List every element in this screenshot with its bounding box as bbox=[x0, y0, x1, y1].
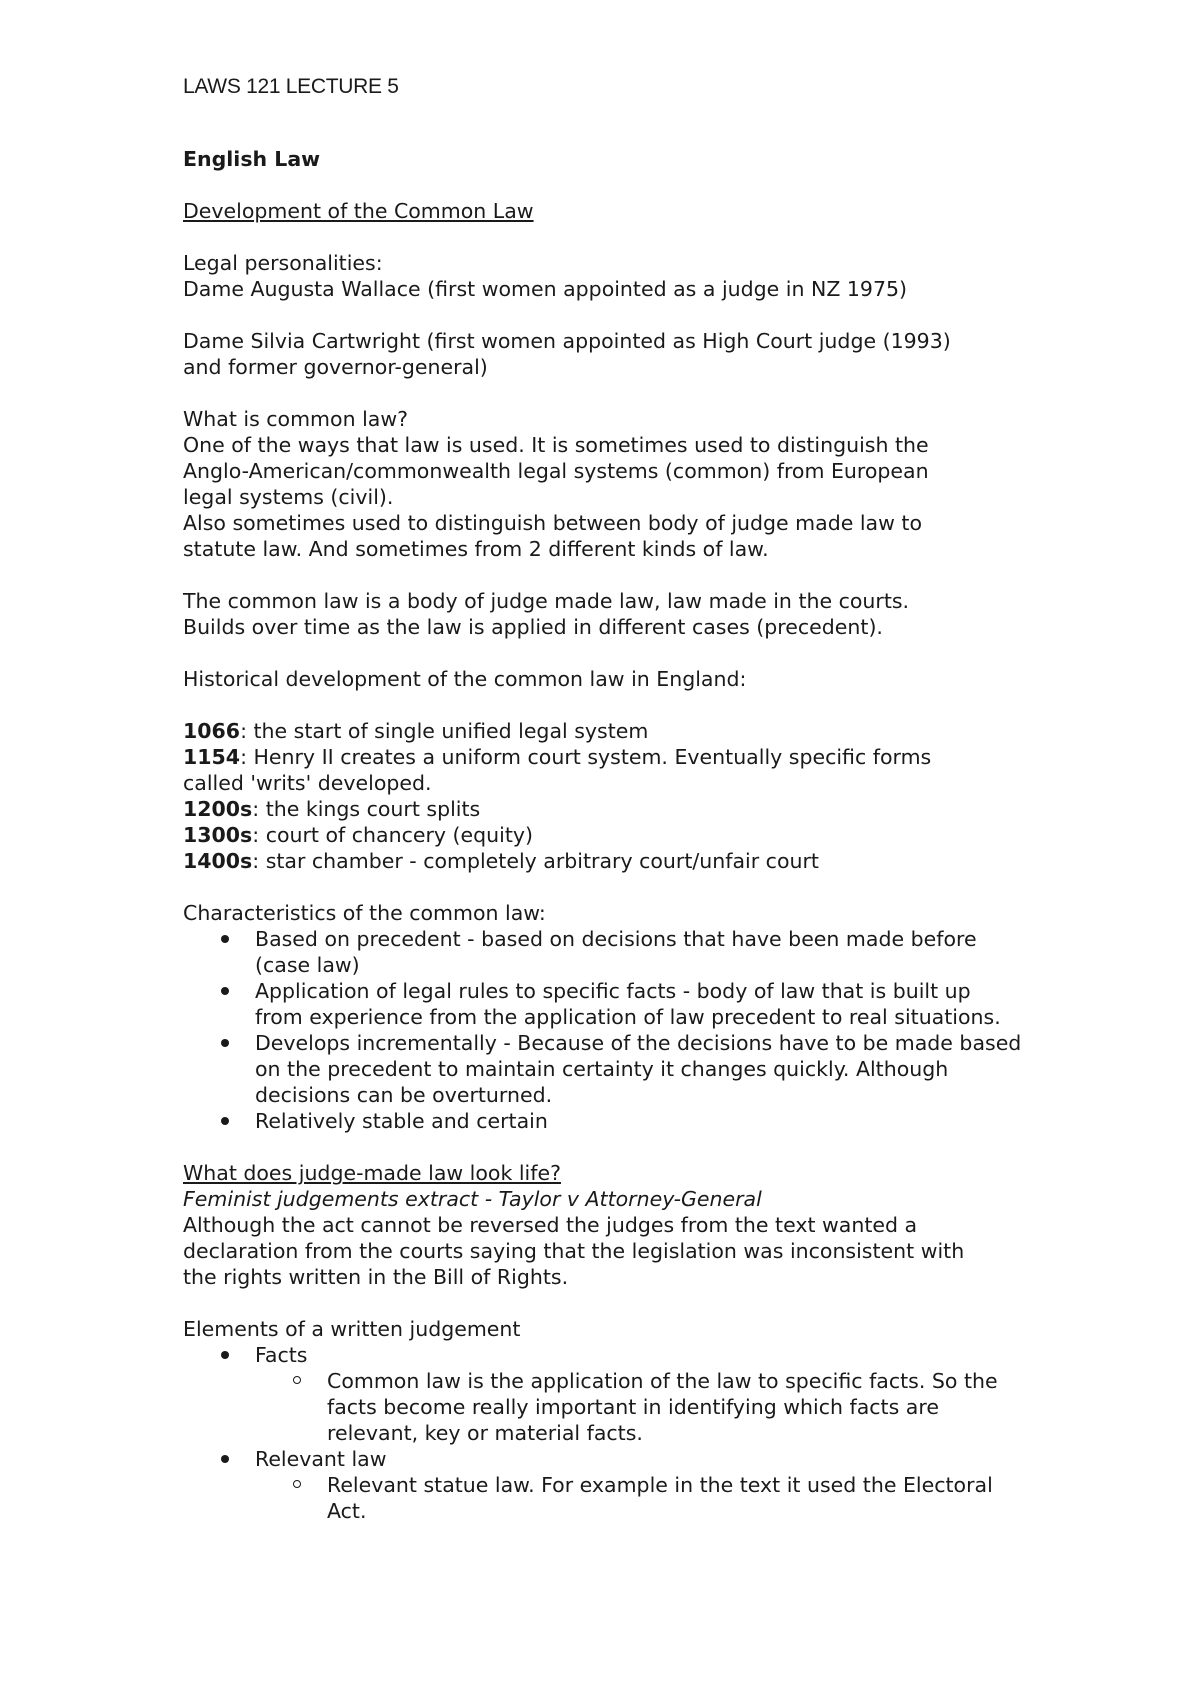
list-item bbox=[183, 1342, 1023, 1446]
judge-made-question: What does judge-made law look life? bbox=[183, 1161, 561, 1185]
timeline-text: : court of chancery (equity) bbox=[252, 823, 534, 847]
timeline-year: 1066 bbox=[183, 719, 241, 743]
paragraph: The common law is a body of judge made law, law made in the courts. bbox=[183, 589, 910, 613]
timeline-year: 1400s bbox=[183, 849, 253, 873]
paragraph: One of the ways that law is used. It is sometimes used to distinguish the Anglo-American/commonwealth legal systems (common) from European legal systems (civil). bbox=[183, 433, 929, 509]
historical-label: Historical development of the common law in England: bbox=[183, 667, 747, 691]
characteristics-label: Characteristics of the common law: bbox=[183, 901, 546, 925]
timeline-year: 1154 bbox=[183, 745, 241, 769]
timeline-item bbox=[183, 796, 1063, 822]
timeline-item bbox=[183, 718, 973, 744]
timeline-year: 1300s bbox=[183, 823, 253, 847]
personality-item: Dame Augusta Wallace (first women appointed as a judge in NZ 1975) bbox=[183, 277, 908, 301]
paragraph: Builds over time as the law is applied in different cases (precedent). bbox=[183, 615, 883, 639]
sub-list-item: Relevant statue law. For example in the text it used the Electoral Act. bbox=[255, 1472, 1023, 1524]
elements-list bbox=[183, 1342, 1023, 1524]
timeline-text: : the start of single unified legal system bbox=[240, 719, 649, 743]
characteristics-list bbox=[183, 926, 1023, 1134]
sub-list bbox=[255, 1472, 1023, 1524]
list-item: Develops incrementally - Because of the decisions have to be made based on the precedent to maintain certainty it changes quickly. Although decisions can be overturned. bbox=[183, 1030, 1023, 1108]
legal-personalities-label: Legal personalities: bbox=[183, 251, 383, 275]
list-item bbox=[183, 1446, 1023, 1524]
document-body bbox=[183, 146, 1063, 1524]
timeline-item bbox=[183, 848, 1063, 874]
list-item: Based on precedent - based on decisions that have been made before (case law) bbox=[183, 926, 1023, 978]
paragraph: Also sometimes used to distinguish between body of judge made law to statute law. And sometimes from 2 different kinds of law. bbox=[183, 511, 922, 561]
list-item: Application of legal rules to specific facts - body of law that is built up from experience from the application of law precedent to real situations. bbox=[183, 978, 1023, 1030]
feminist-extract-title: Feminist judgements extract - Taylor v Attorney-General bbox=[183, 1187, 762, 1211]
element-label: Facts bbox=[255, 1343, 308, 1367]
timeline bbox=[183, 718, 1063, 874]
section-heading: English Law bbox=[183, 147, 321, 171]
sub-list bbox=[255, 1368, 1023, 1446]
timeline-text: : Henry II creates a uniform court system. Eventually specific forms called 'writs' developed. bbox=[183, 745, 932, 795]
elements-label: Elements of a written judgement bbox=[183, 1317, 521, 1341]
timeline-text: : star chamber - completely arbitrary court/unfair court bbox=[252, 849, 819, 873]
paragraph: Although the act cannot be reversed the judges from the text wanted a declaration from the courts saying that the legislation was inconsistent with the rights written in the Bill of Rights. bbox=[183, 1213, 965, 1289]
personality-item: Dame Silvia Cartwright (first women appointed as High Court judge (1993) and former governor-general) bbox=[183, 329, 951, 379]
list-item: Relatively stable and certain bbox=[183, 1108, 1023, 1134]
what-is-question: What is common law? bbox=[183, 407, 408, 431]
timeline-item bbox=[183, 822, 1063, 848]
timeline-text: : the kings court splits bbox=[252, 797, 481, 821]
subheading: Development of the Common Law bbox=[183, 199, 534, 223]
course-title: LAWS 121 LECTURE 5 bbox=[183, 75, 399, 98]
timeline-year: 1200s bbox=[183, 797, 253, 821]
timeline-item bbox=[183, 744, 973, 796]
element-label: Relevant law bbox=[255, 1447, 387, 1471]
sub-list-item: Common law is the application of the law to specific facts. So the facts become really important in identifying which facts are relevant, key or material facts. bbox=[255, 1368, 1023, 1446]
